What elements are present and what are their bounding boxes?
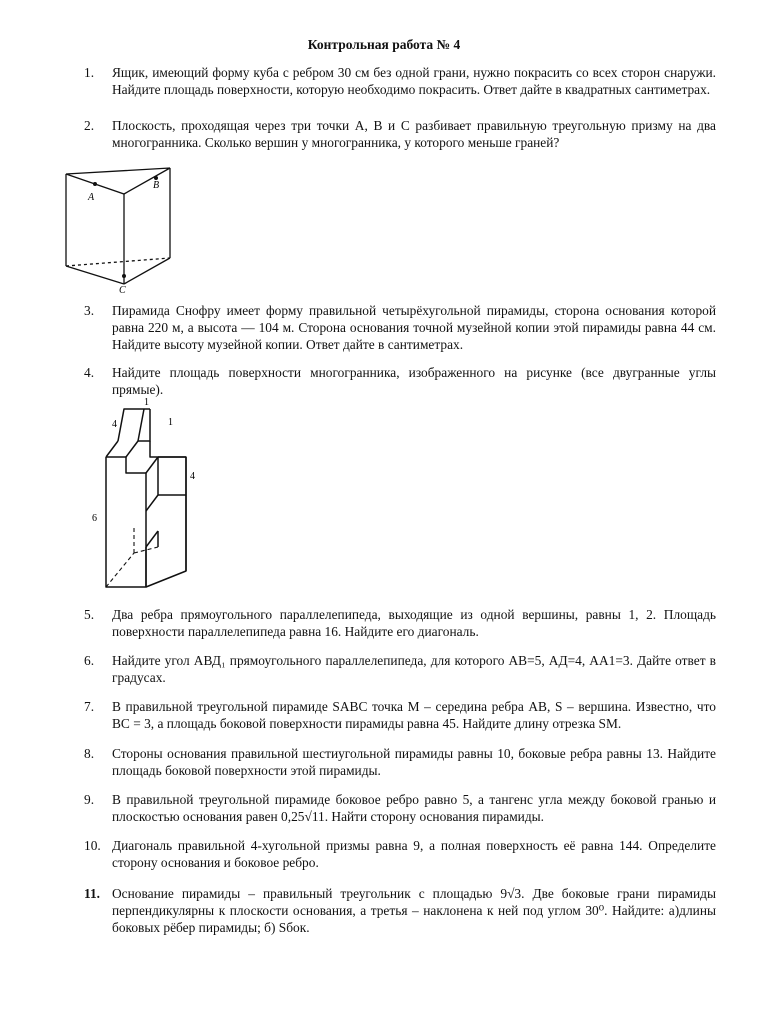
problem-text: Диагональ правильной 4-хугольной призмы равна 9, а полная поверхность её равна 144. Определите сторону основания и боковое ребро.: [112, 838, 716, 870]
problem-text: Плоскость, проходящая через три точки A, B и C разбивает правильную треугольную призму на два многогранника. Сколько вершин у многогранника, у которого меньше граней?: [112, 118, 716, 150]
point-a: [93, 182, 97, 186]
problem-text: Стороны основания правильной шестиугольной пирамиды равны 10, боковые ребра равны 13. Найдите площадь боковой поверхности этой пирамиды.: [112, 746, 716, 778]
problem-8: [84, 745, 716, 779]
label-c: C: [119, 285, 126, 295]
problem-10: [84, 837, 716, 871]
point-c: [122, 274, 126, 278]
problem-number: 7.: [84, 699, 95, 714]
prism-figure: [58, 160, 188, 295]
problem-number: 10.: [84, 838, 101, 853]
dim-right: 4: [190, 471, 195, 482]
problem-text: Основание пирамиды – правильный треугольник с площадью 9√3. Две боковые грани пирамиды перпендикулярны к плоскости основания, а третья – наклонена к ней под углом 30⁰. Найдите: а)длины боковых рёбер пирамиды; б) Sбок.: [112, 886, 716, 935]
problem-number: 2.: [84, 118, 95, 133]
problem-2: [84, 117, 716, 151]
dim-right-top: 1: [168, 417, 173, 428]
problem-text: Два ребра прямоугольного параллелепипеда, выходящие из одной вершины, равны 1, 2. Площадь поверхности параллелепипеда равна 16. Найдите его диагональ.: [112, 607, 716, 639]
problem-3: [84, 302, 716, 353]
problem-text: Найдите площадь поверхности многогранника, изображенного на рисунке (все двугранные углы прямые).: [112, 365, 716, 397]
solid-figure: [84, 395, 214, 595]
problem-9: [84, 791, 716, 825]
problem-number: 3.: [84, 303, 95, 318]
problem-1: [84, 64, 716, 98]
problem-text: В правильной треугольной пирамиде боковое ребро равно 5, а тангенс угла между боковой гранью и плоскостью основания равен 0,25√11. Найти сторону основания пирамиды.: [112, 792, 716, 824]
dim-top: 1: [144, 397, 149, 408]
page-title: Контрольная работа № 4: [307, 37, 461, 52]
label-b: B: [153, 180, 160, 191]
problem-11: [84, 885, 716, 936]
problem-7: [84, 698, 716, 732]
problem-number: 4.: [84, 365, 95, 380]
problem-number: 8.: [84, 746, 95, 761]
problem-number: 5.: [84, 607, 95, 622]
problem-number: 6.: [84, 653, 95, 668]
problem-text: Пирамида Снофру имеет форму правильной четырёхугольной пирамиды, сторона основания которой равна 220 м, а высота — 104 м. Сторона основания точной музейной копии этой пирамиды равна 44 см. Найдите высоту музейной копии. Ответ дайте в сантиметрах.: [112, 303, 716, 352]
problem-number: 1.: [84, 65, 95, 80]
problem-4: [84, 364, 716, 398]
problem-text: Ящик, имеющий форму куба с ребром 30 см без одной грани, нужно покрасить со всех сторон снаружи. Найдите площадь поверхности, которую необходимо покрасить. Ответ дайте в квадратных сантиметрах.: [112, 65, 716, 97]
dim-left: 6: [92, 513, 97, 524]
problem-number: 9.: [84, 792, 95, 807]
label-a: A: [88, 192, 95, 203]
problem-text: В правильной треугольной пирамиде SABC точка M – середина ребра AB, S – вершина. Известно, что BC = 3, а площадь боковой поверхности пирамиды равна 45. Найдите длину отрезка SM.: [112, 699, 716, 731]
problem-number: 11.: [84, 886, 100, 901]
problem-5: [84, 606, 716, 640]
problem-6: [84, 652, 716, 686]
problem-text: Найдите угол АВД₁ прямоугольного параллелепипеда, для которого АВ=5, АД=4, АА1=3. Дайте ответ в градусах.: [112, 653, 716, 685]
dim-left-top: 4: [112, 419, 117, 430]
